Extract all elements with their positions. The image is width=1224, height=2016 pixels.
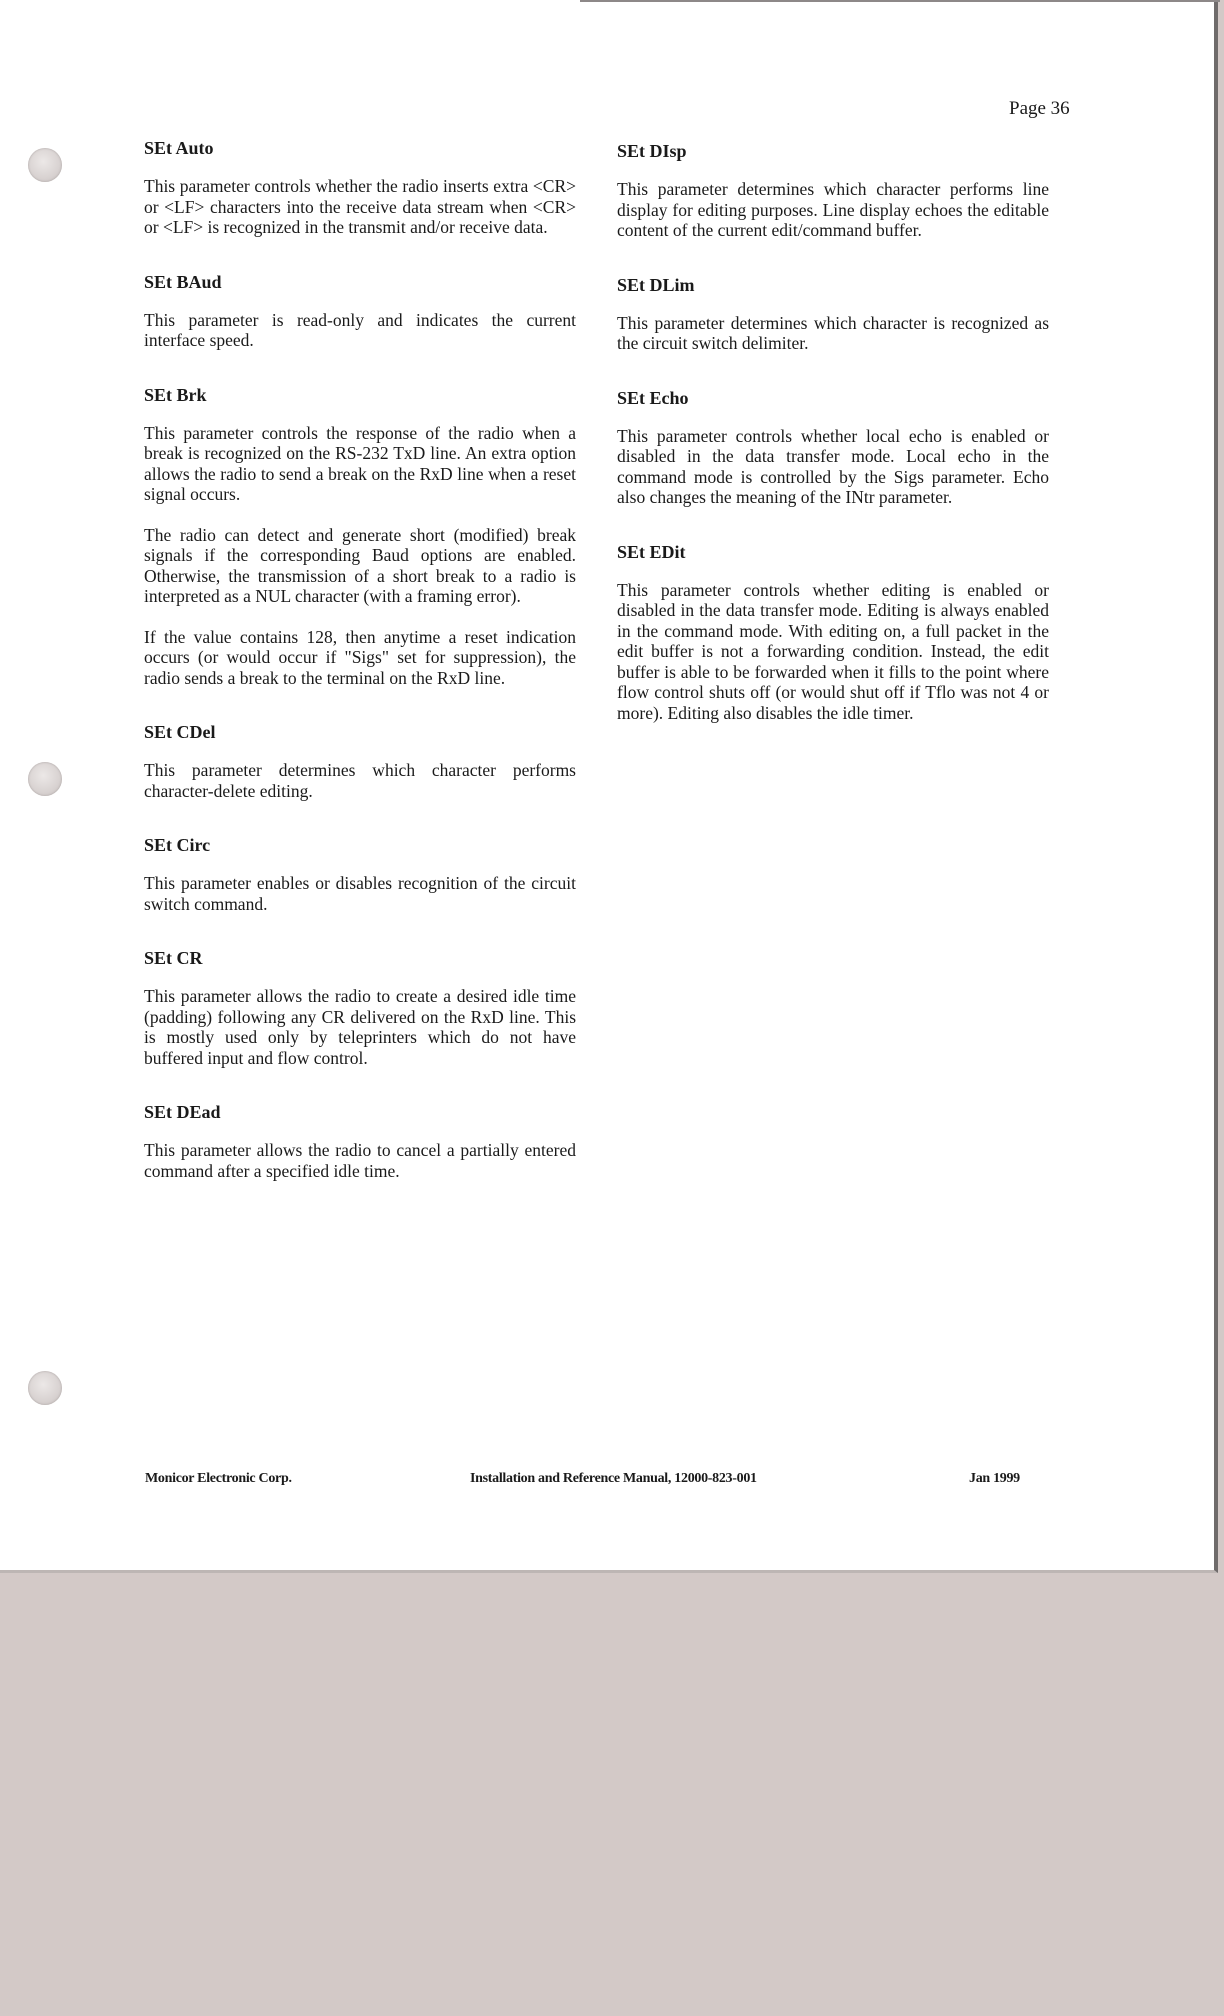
section-heading: SEt DEad: [144, 1102, 221, 1122]
section-paragraph: This parameter is read-only and indicates the current interface speed.: [144, 309, 576, 350]
section-paragraph: This parameter controls whether local echo is enabled or disabled in the data transfer mode. Local echo in the command mode is controlled by the Sigs parameter. Echo also changes the meaning of the INtr parameter.: [617, 425, 1049, 507]
section-paragraph: The radio can detect and generate short (modified) break signals if the corresponding Baud options are enabled. Otherwise, the transmission of a short break to a radio is interpreted as a NUL character (with a framing error).: [144, 524, 576, 606]
section-set-circ: [144, 834, 576, 914]
section-heading: SEt CR: [144, 948, 203, 968]
section-set-baud: [144, 271, 576, 351]
section-set-auto: [144, 137, 576, 238]
section-heading: SEt EDit: [617, 541, 686, 562]
section-heading: SEt DIsp: [617, 141, 687, 161]
section-set-cdel: [144, 721, 576, 801]
left-column: [144, 137, 576, 1214]
section-heading: SEt CDel: [144, 722, 216, 742]
binder-hole-top: [28, 148, 62, 182]
section-set-cr: [144, 947, 576, 1068]
right-column: [617, 140, 1049, 756]
section-paragraph: This parameter allows the radio to create a desired idle time (padding) following any CR delivered on the RxD line. This is mostly used only by teleprinters which do not have buffered input and flow control.: [144, 986, 576, 1068]
section-paragraph: This parameter determines which character is recognized as the circuit switch delimiter.: [617, 312, 1049, 353]
section-heading: SEt Brk: [144, 384, 207, 405]
section-paragraph: This parameter determines which character performs character-delete editing.: [144, 760, 576, 801]
section-paragraph: This parameter controls whether the radio inserts extra <CR> or <LF> characters into the receive data stream when <CR> or <LF> is recognized in the transmit and/or receive data.: [144, 176, 576, 237]
section-set-brk: [144, 384, 576, 689]
section-set-disp: [617, 140, 1049, 241]
section-paragraph: This parameter determines which character performs line display for editing purposes. Line display echoes the editable content of the current edit/command buffer.: [617, 179, 1049, 240]
page-top-edge: [580, 0, 1220, 2]
section-heading: SEt Circ: [144, 835, 211, 855]
page-number: Page 36: [1009, 98, 1070, 119]
section-paragraph: This parameter controls whether editing is enabled or disabled in the data transfer mode. Editing is always enabled in the command mode. With editing on, a full packet in the edit buffer is not a forwarding condition. Instead, the edit buffer is able to be forwarded when it fills to the point where flow control shuts off (or would shut off if Tflo was not 4 or more). Editing also disables the idle timer.: [617, 579, 1049, 723]
footer-company: Monicor Electronic Corp.: [145, 1471, 292, 1486]
section-heading: SEt Auto: [144, 138, 214, 158]
footer-date: Jan 1999: [969, 1471, 1020, 1486]
section-set-edit: [617, 541, 1049, 724]
binder-hole-bottom: [28, 1371, 62, 1405]
footer-manual-title: Installation and Reference Manual, 12000-823-001: [470, 1471, 757, 1486]
section-paragraph: This parameter controls the response of the radio when a break is recognized on the RS-232 TxD line. An extra option allows the radio to send a break on the RxD line when a reset signal occurs.: [144, 422, 576, 504]
section-paragraph: This parameter allows the radio to cancel a partially entered command after a specified idle time.: [144, 1140, 576, 1181]
section-paragraph: If the value contains 128, then anytime a reset indication occurs (or would occur if "Sigs" set for suppression), the radio sends a break to the terminal on the RxD line.: [144, 626, 576, 688]
section-heading: SEt Echo: [617, 387, 689, 408]
binder-hole-middle: [28, 762, 62, 796]
section-set-dlim: [617, 274, 1049, 354]
section-heading: SEt DLim: [617, 274, 695, 295]
section-paragraph: This parameter enables or disables recognition of the circuit switch command.: [144, 873, 576, 914]
section-set-dead: [144, 1101, 576, 1181]
section-heading: SEt BAud: [144, 271, 222, 292]
section-set-echo: [617, 387, 1049, 508]
